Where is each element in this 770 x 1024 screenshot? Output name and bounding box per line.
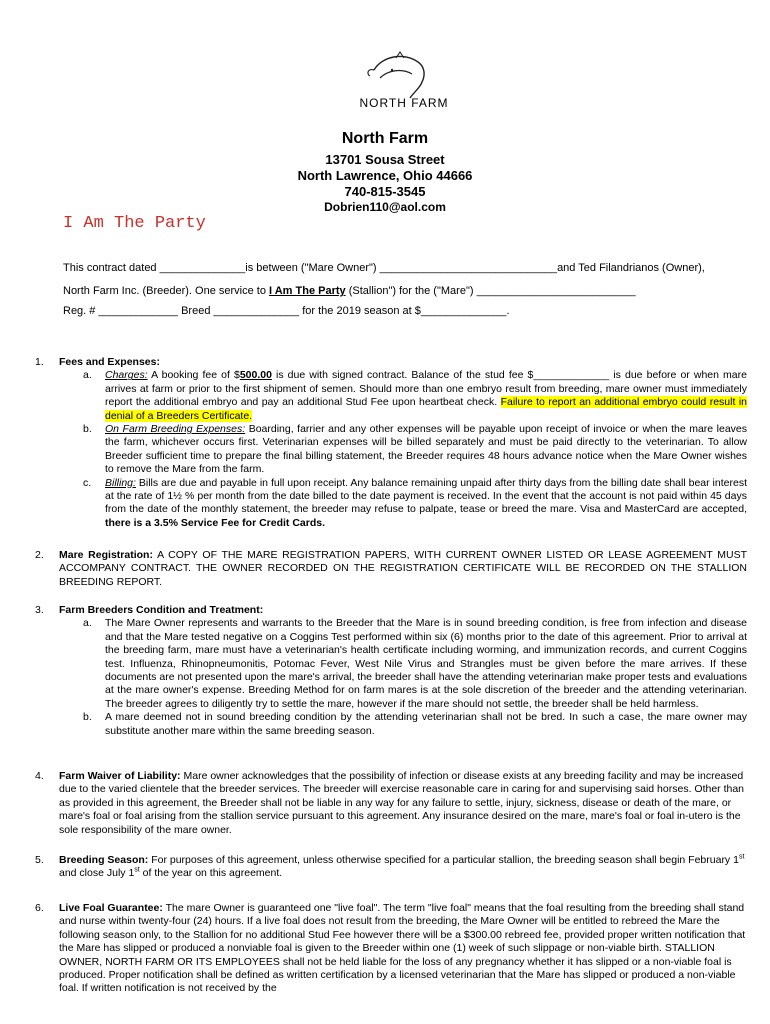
company-name: North Farm (341, 130, 429, 147)
clause-label: On Farm Breeding Expenses: (105, 423, 246, 436)
section-live-foal-guarantee (35, 902, 747, 996)
address-city: North Lawrence, Ohio 44666 (297, 168, 473, 183)
intro-text: Breed (181, 305, 211, 317)
section-number: 6. (35, 902, 44, 914)
clause-sound-condition (83, 617, 747, 711)
intro-text: Reg. # (63, 305, 96, 317)
section-number: 1. (35, 356, 44, 368)
stallion-name: I Am The Party (269, 285, 346, 297)
ordinal-suffix: st (134, 866, 140, 874)
mare-owner-field[interactable]: _____________________________ (379, 262, 558, 274)
highlighted-warning: Failure to report an additional embryo could result in denial of a Breeders Certificate. (105, 396, 747, 422)
section-number: 3. (35, 604, 44, 616)
clause-letter: a. (83, 617, 92, 630)
section-title: Fees and Expenses: (59, 356, 160, 368)
booking-fee-value: 500.00 (239, 369, 272, 382)
credit-card-fee-notice: there is a 3.5% Service Fee for Credit Cards. (105, 516, 326, 529)
section-number: 4. (35, 770, 44, 782)
intro-line-2 (63, 285, 636, 297)
clause-letter: b. (83, 423, 92, 436)
intro-text: North Farm Inc. (Breeder). One service to (63, 285, 266, 297)
intro-text: and Ted Filandrianos (Owner), (557, 262, 705, 274)
clause-on-farm-expenses (83, 423, 747, 477)
stallion-heading: I Am The Party (63, 214, 206, 233)
clause-billing (83, 477, 747, 531)
section-fees-and-expenses (35, 356, 747, 530)
clause-text: Bills are due and payable in full upon receipt. Any balance remaining unpaid after thirty days from the billing date shall bear interest at the rate of 1½ % per month from the date billed to the date payment is received. In the event that the account is not paid within 45 days from the date of the monthly statement, the breeder may refuse to palpate, tease or breed the mare. Visa and MasterCard are accepted, (105, 476, 747, 516)
stud-fee-balance-field[interactable]: _____________ (533, 369, 610, 382)
contract-date-field[interactable]: ______________ (159, 262, 246, 274)
clause-letter: b. (83, 711, 92, 724)
section-title: Mare Registration: (59, 549, 153, 561)
logo-wordmark: NORTH FARM (359, 96, 449, 110)
breed-field[interactable]: ______________ (213, 305, 300, 317)
clause-label: Charges: (105, 369, 148, 382)
section-number: 5. (35, 854, 44, 866)
section-title: Farm Waiver of Liability: (59, 770, 181, 782)
section-text: Mare owner acknowledges that the possibility of infection or disease exists at any breeding facility and may be increased due to the varied clientele that the breeder services. The breeder will exercise reasonable care in caring for and supervising said horses. Other than as provided in this agreement, the Breeder shall not be liable in any way for any failure to settle, injury, sickness, disease or death of the mare, or mare's foal or foal arising from the stallion service pursuant to this agreement. Any insurance desired on the mare, mare's foal or foal in-utero is the sole responsibility of the mare owner. (59, 770, 745, 836)
section-breeders-condition (35, 604, 747, 738)
mare-name-field[interactable]: __________________________ (476, 285, 636, 297)
section-waiver-of-liability (35, 770, 747, 837)
section-breeding-season (35, 854, 747, 881)
clause-letter: c. (83, 476, 92, 489)
clause-label: Billing: (105, 476, 136, 489)
section-number: 2. (35, 549, 44, 561)
clause-substitute-mare (83, 711, 747, 738)
clause-letter: a. (83, 369, 92, 382)
intro-text: (Stallion") for the ("Mare") (348, 285, 474, 297)
clause-text: The Mare Owner represents and warrants to the Breeder that the Mare is in sound breeding condition, is free from infection and disease and that the Mare tested negative on a Coggins Test performed within six (6) months prior to the date of this agreement. Prior to arrival at the breeding farm, mare must have a veterinarian's health certificate including worming, and immunization records, and current Coggins test. Influenza, Rhinopneumonitis, Potomac Fever, West Nile Virus and Strangles must be given before the mare arrives. If these documents are not presented upon the mare's arrival, the breeder shall have the attending veterinarian make proper tests and evaluations at the mare owner's expense. Breeding Method for on farm mares is at the sole discretion of the breeder and the attending veterinarian. The breeder agrees to diligently try to settle the mare, however if the mare should not settle, the breeder shall be held harmless. (105, 617, 747, 710)
clause-text: Boarding, farrier and any other expenses will be payable upon receipt of invoice or when the mare leaves the farm, whichever occurs first. Veterinarian expenses will be billed separately and must be paid directly to the veterinarian. To allow Breeder sufficient time to prepare the final billing statement, the Breeder requires 48 hours advance notice when the Mare Owner wishes to remove the Mare from the farm. (105, 423, 747, 476)
address-street: 13701 Sousa Street (325, 152, 445, 167)
intro-text: for the 2019 season at $ (302, 305, 421, 317)
section-title: Breeding Season: (59, 854, 149, 866)
clause-text: A booking fee of $ (151, 369, 240, 382)
phone-number: 740-815-3545 (344, 184, 426, 199)
section-text: and close July 1 (59, 867, 135, 880)
ordinal-suffix: st (738, 853, 745, 861)
clause-charges (83, 369, 747, 423)
intro-text: is between ("Mare Owner") (245, 262, 377, 274)
section-text: A COPY OF THE MARE REGISTRATION PAPERS, WITH CURRENT OWNER LISTED OR LEASE AGREEMENT MUST ACCOMPANY CONTRACT. THE OWNER RECORDED ON THE REGISTRATION CERTIFICATE WILL BE RECORDED ON THE STALLION BREEDING REPORT. (59, 549, 748, 588)
registration-number-field[interactable]: _____________ (98, 305, 179, 317)
section-title: Live Foal Guarantee: (59, 902, 163, 914)
intro-text: This contract dated (63, 262, 157, 274)
section-mare-registration (35, 549, 747, 589)
season-price-field[interactable]: ______________. (420, 305, 510, 317)
intro-line-1 (63, 262, 705, 274)
email-address: Dobrien110@aol.com (324, 200, 446, 214)
clause-text: A mare deemed not in sound breeding condition by the attending veterinarian shall not be bred. In such a case, the mare owner may substitute another mare within the same breeding season. (105, 711, 747, 737)
clause-text: is due with signed contract. Balance of the stud fee $ (276, 369, 534, 382)
intro-line-3 (63, 305, 510, 317)
section-text: For purposes of this agreement, unless otherwise specified for a particular stallion, the breeding season shall begin February 1 (151, 854, 739, 866)
section-text: The mare Owner is guaranteed one "live foal". The term "live foal" means that the foal resulting from the breeding shall stand and nurse within twenty-four (24) hours. If a live foal does not result from the breeding, the Mare Owner will be entitled to rebreed the Mare the following season only, to the Stallion for no additional Stud Fee however there will be a $300.00 rebreed fee, provided proper written notification that the Mare has slipped or produced a nonviable foal is given to the Breeder within one (1) week of such slippage or non-viable birth. STALLION OWNER, NORTH FARM OR ITS EMPLOYEES shall not be held liable for the loss of any pregnancy whether it has slipped or a non-viable foal is produced. Proper notification shall be defined as written certification by a licensed veterinarian that the Mare has slipped or produced a non-viable foal. If written notification is not received by the (59, 902, 746, 995)
section-title: Farm Breeders Condition and Treatment: (59, 604, 264, 616)
clause-text: is due before or when mare arrives at farm or prior to the first shipment of semen. Should more than one embryo result from breeding, mare owner must immediately report the additional embryo and pay an additional Stud Fee upon heartbeat check. (105, 369, 747, 409)
section-text: of the year on this agreement. (142, 867, 283, 880)
